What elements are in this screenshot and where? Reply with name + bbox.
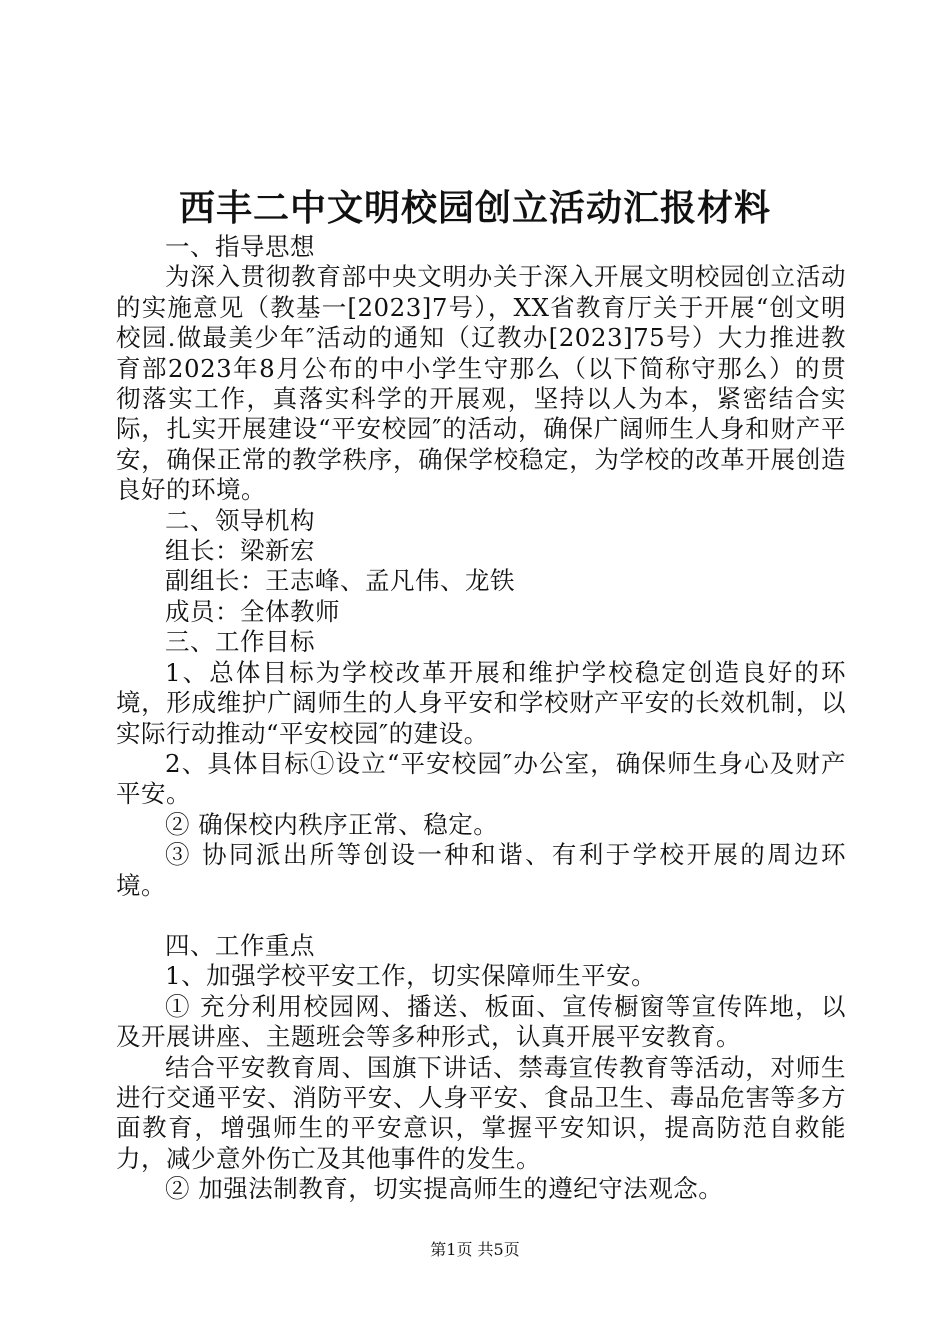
paragraph-focus-1: 1、加强学校平安工作，切实保障师生平安。 <box>165 961 657 991</box>
section-heading-work-focus: 四、工作重点 <box>165 930 315 960</box>
paragraph-goal-item-3: ③ 协同派出所等创设一种和谐、有利于学校开展的周边环境。 <box>116 840 846 900</box>
paragraph-focus-item-1: ① 充分利用校园网、播送、板面、宣传橱窗等宣传阵地，以及开展讲座、主题班会等多种形式，认真开展平安教育。 <box>116 991 846 1052</box>
document-body <box>116 232 846 1205</box>
paragraph-guiding-ideology: 为深入贯彻教育部中央文明办关于深入开展文明校园创立活动的实施意见（教基一[2023]7号），XX省教育厅关于开展“创文明校园.做最美少年″活动的通知（辽教办[2023]75号）大力推进教育部2023年8月公布的中小学生守那么（以下简称守那么）的贯彻落实工作，真落实科学的开展观，坚持以人为本，紧密结合实际，扎实开展建设“平安校园″的活动，确保广阔师生人身和财产平安，确保正常的教学秩序，确保学校稳定，为学校的改革开展创造良好的环境。 <box>116 262 846 505</box>
paragraph-focus-item-2: ② 加强法制教育，切实提高师生的遵纪守法观念。 <box>165 1174 724 1204</box>
leader-line: 组长：梁新宏 <box>165 536 315 566</box>
members-line: 成员：全体教师 <box>165 596 340 626</box>
section-heading-leadership: 二、领导机构 <box>165 505 315 535</box>
deputy-leader-line: 副组长：王志峰、孟凡伟、龙铁 <box>165 566 515 596</box>
page-footer: 第1页 共5页 <box>430 1240 520 1259</box>
paragraph-goal-item-2: ② 确保校内秩序正常、稳定。 <box>165 809 499 839</box>
section-heading-work-goals: 三、工作目标 <box>165 627 315 657</box>
paragraph-specific-goal: 2、具体目标①设立“平安校园″办公室，确保师生身心及财产平安。 <box>116 748 846 809</box>
document-title: 西丰二中文明校园创立活动汇报材料 <box>178 187 771 229</box>
paragraph-overall-goal: 1、总体目标为学校改革开展和维护学校稳定创造良好的环境，形成维护广阔师生的人身平安和学校财产平安的长效机制，以实际行动推动“平安校园″的建设。 <box>116 657 846 748</box>
section-heading-guiding-ideology: 一、指导思想 <box>165 232 315 261</box>
paragraph-spacer <box>116 901 846 931</box>
paragraph-safety-education: 结合平安教育周、国旗下讲话、禁毒宣传教育等活动，对师生进行交通平安、消防平安、人身平安、食品卫生、毒品危害等多方面教育，增强师生的平安意识，掌握平安知识，提高防范自救能力，减少意外伤亡及其他事件的发生。 <box>116 1052 846 1173</box>
